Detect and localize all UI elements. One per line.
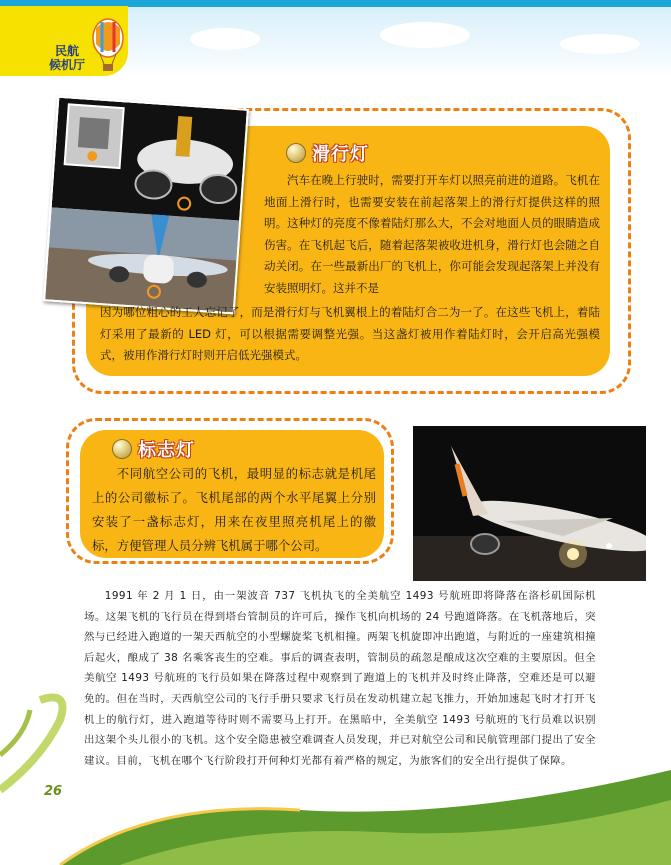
cloud [560,34,640,54]
logo-light-body: 不同航空公司的飞机，最明显的标志就是机尾上的公司徽标了。飞机尾部的两个水平尾翼上分别安装了一盏标志灯，用来在夜里照亮机尾上的徽标，方便管理人员分辨飞机属于哪个公司。 [92,466,376,553]
bullet-orb-icon [112,439,132,459]
logo-light-title: 标志灯 [138,440,195,461]
accident-story-paragraph: 1991 年 2 月 1 日，由一架波音 737 飞机执飞的全美航空 1493 号航班即将降落在洛杉矶国际机场。这架飞机的飞行员在得到塔台管制员的许可后，操作飞机向机场的 24 号跑道降落。在飞机落地后，突然与已经进入跑道的一架天西航空的小型螺旋桨飞机相撞。两架飞机旋即冲出跑道，与附近的一座建筑相撞后起火，酿成了 38 名乘客丧生的空难。事后的调查表明，管制员的疏忽是酿成这次空难的主要原因。但全美航空 1493 号航班的飞行员如果在降落过程中观察到了跑道上的飞机并及时终止降落，空难还是可以避免的。但在当时，天西航空公司的飞行手册只要求飞行员在发动机建立起飞推力，开始加速起飞时才打开飞机上的航行灯，进入跑道等待时则不需要马上打开。在黑暗中，全美航空 1493 号航班的飞行员难以识别出这架个头儿很小的飞机。这个安全隐患被空难调查人员发现，并已对航空公司和民航管理部门提出了安全建议。目前，飞机在哪个飞行阶段打开何种灯光都有着严格的规定，为旅客们的安全出行提供了保障。 [84,590,596,767]
taxi-light-photo [43,96,249,315]
bullet-orb-icon [286,143,306,163]
airplanes-on-taxiway-image [45,98,247,313]
taxi-light-text-top: 汽车在晚上行驶时，需要打开车灯以照亮前进的道路。飞机在地面上滑行时，也需要安装在前起落架上的滑行灯提供这样的照明。这种灯的亮度不像着陆灯那么大，不会对地面人员的眼睛造成伤害。在飞机起飞后，随着起落架被收进机身，滑行灯也会随之自动关闭。在一些最新出厂的飞机上，你可能会发现起落架上并没有安装照明灯。这并不是 [264,173,600,295]
page-number: 26 [43,784,63,799]
vine-decoration [0,660,671,865]
hot-air-balloon-icon [90,18,126,76]
taxi-light-title: 滑行灯 [312,144,369,165]
taxi-light-text-bottom: 因为哪位粗心的工人忘记了，而是滑行灯与飞机翼根上的着陆灯合二为一了。在这些飞机上，着陆灯采用了最新的 LED 灯，可以根据需要调整光强。当这盏灯被用作着陆灯时，会开启高光强模式，被用作滑行灯时则开启低光强模式。 [100,305,600,362]
cloud [190,28,260,50]
logo-light-photo [413,426,646,581]
badge-title: 民航 候机厅 [48,44,85,72]
cloud [380,22,470,48]
logo-light-heading [112,436,195,462]
airplane-at-night-image [413,426,646,581]
taxi-light-heading [286,140,369,166]
